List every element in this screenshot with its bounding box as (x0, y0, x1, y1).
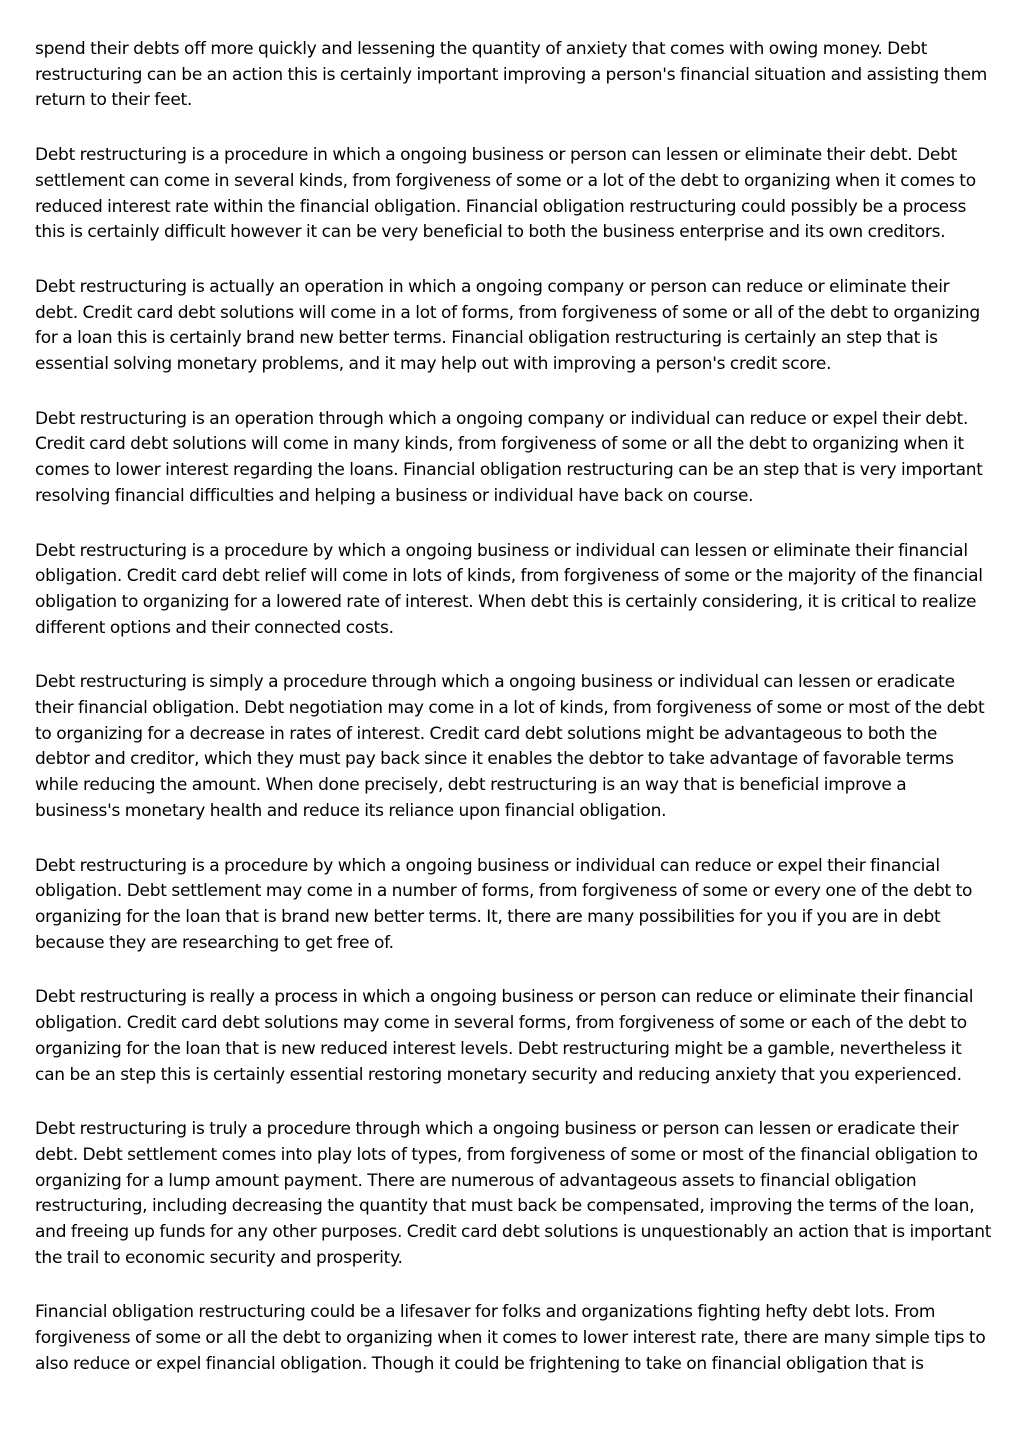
paragraph-1: spend their debts off more quickly and lessening the quantity of anxiety that comes with owing money. Debt restructuring can be an action this is certainly important improving a person's financial situation and assisting them return to their feet. (35, 39, 988, 111)
paragraph-7: Debt restructuring is a procedure by which a ongoing business or individual can reduce or expel their financial obligation. Debt settlement may come in a number of forms, from forgiveness of some or every one of the debt to organizing for the loan that is brand new better terms. It, there are many possibilities for you if you are in debt because they are researching to get free of. (35, 855, 973, 953)
paragraph-3: Debt restructuring is actually an operation in which a ongoing company or person can reduce or eliminate their debt. Credit card debt solutions will come in a lot of forms, from forgiveness of some or all of the debt to organizing for a loan this is certainly brand new better terms. Financial obligation restructuring is certainly an step that is essential solving monetary problems, and it may help out with improving a person's credit score. (35, 276, 980, 375)
paragraph-6: Debt restructuring is simply a procedure through which a ongoing business or individual can lessen or eradicate their financial obligation. Debt negotiation may come in a lot of kinds, from forgiveness of some or most of the debt to organizing for a decrease in rates of interest. Credit card debt solutions might be advantageous to both the debtor and creditor, which they must pay back since it enables the debtor to take advantage of favorable terms while reducing the amount. When done precisely, debt restructuring is an way that is beneficial improve a business's monetary health and reduce its reliance upon financial obligation. (35, 672, 985, 821)
document-body (35, 37, 995, 1407)
paragraph-2: Debt restructuring is a procedure in which a ongoing business or person can lessen or eliminate their debt. Debt settlement can come in several kinds, from forgiveness of some or a lot of the debt to organizing when it comes to reduced interest rate within the financial obligation. Financial obligation restructuring could possibly be a process this is certainly difficult however it can be very beneficial to both the business enterprise and its own creditors. (35, 145, 976, 243)
paragraph-4: Debt restructuring is an operation through which a ongoing company or individual can reduce or expel their debt. Credit card debt solutions will come in many kinds, from forgiveness of some or all the debt to organizing when it comes to lower interest regarding the loans. Financial obligation restructuring can be an step that is very important resolving financial difficulties and helping a business or individual have back on course. (35, 408, 983, 506)
paragraph-10: Financial obligation restructuring could be a lifesaver for folks and organizations fighting hefty debt lots. From forgiveness of some or all the debt to organizing when it comes to lower interest rate, there are many simple tips to also reduce or expel financial obligation. Though it could be frightening to take on financial obligation that is (35, 1302, 986, 1374)
paragraph-9: Debt restructuring is truly a procedure through which a ongoing business or person can lessen or eradicate their debt. Debt settlement comes into play lots of types, from forgiveness of some or most of the financial obligation to organizing for a lump amount payment. There are numerous of advantageous assets to financial obligation restructuring, including decreasing the quantity that must back be compensated, improving the terms of the loan, and freeing up funds for any other purposes. Credit card debt solutions is unquestionably an action that is important the trail to economic security and prosperity. (35, 1119, 992, 1268)
paragraph-8: Debt restructuring is really a process in which a ongoing business or person can reduce or eliminate their financial obligation. Credit card debt solutions may come in several forms, from forgiveness of some or each of the debt to organizing for the loan that is new reduced interest levels. Debt restructuring might be a gamble, nevertheless it can be an step this is certainly essential restoring monetary security and reducing anxiety that you experienced. (35, 987, 974, 1085)
paragraph-5: Debt restructuring is a procedure by which a ongoing business or individual can lessen or eliminate their financial obligation. Credit card debt relief will come in lots of kinds, from forgiveness of some or the majority of the financial obligation to organizing for a lowered rate of interest. When debt this is certainly considering, it is critical to realize different options and their connected costs. (35, 540, 983, 638)
